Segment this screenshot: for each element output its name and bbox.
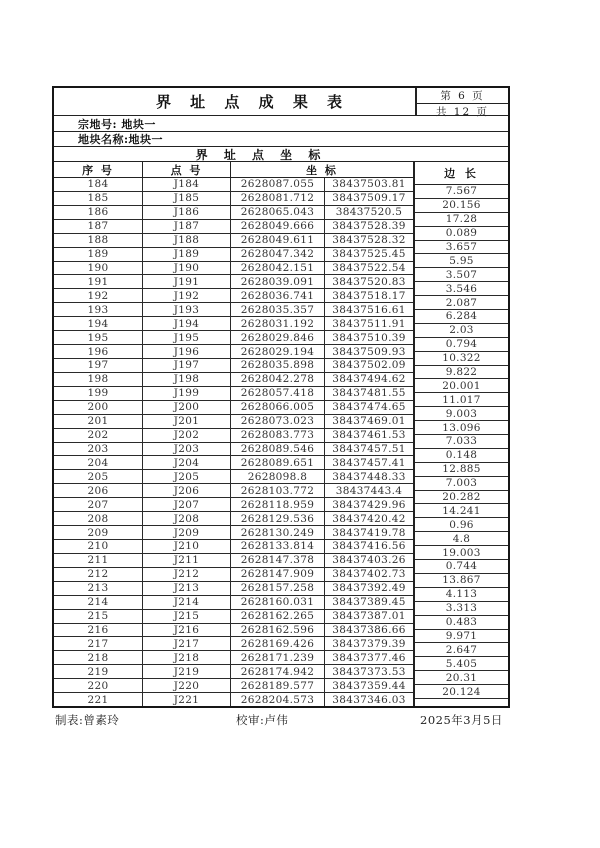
cell-seq: 208	[54, 512, 143, 525]
cell-coord-y: 38437416.56	[332, 540, 406, 553]
cell-coord-x: 2628089.546	[231, 443, 325, 456]
edge-length-cell: 2.647	[415, 643, 508, 657]
cell-coord-y: 38437494.62	[332, 373, 406, 386]
cell-seq: 212	[54, 568, 143, 581]
cell-coord-x: 2628174.942	[231, 665, 325, 678]
cell-seq: 194	[54, 317, 143, 330]
cell-seq: 205	[54, 470, 143, 483]
table-row	[54, 665, 413, 679]
edge-length-empty-cell	[415, 699, 508, 706]
edge-length-cell: 20.124	[415, 685, 508, 699]
table-row	[54, 248, 413, 262]
cell-coord-x: 2628157.258	[231, 582, 325, 595]
column-header-row	[54, 162, 413, 178]
cell-point: J205	[143, 470, 231, 483]
cell-seq: 188	[54, 234, 143, 247]
edge-length-cell: 9.971	[415, 630, 508, 644]
table-row	[54, 679, 413, 693]
table-row	[54, 526, 413, 540]
edge-length-cell: 20.001	[415, 379, 508, 393]
col-header-edge: 边 长	[415, 162, 508, 185]
parcel-name-label: 地块名称:地块一	[78, 133, 164, 146]
cell-coord-y: 38437403.26	[332, 554, 406, 567]
edge-length-cell: 17.28	[415, 213, 508, 227]
cell-point: J216	[143, 624, 231, 637]
cell-seq: 185	[54, 192, 143, 205]
edge-length-cell: 7.567	[415, 185, 508, 199]
cell-coord-y: 38437420.42	[332, 512, 406, 525]
cell-point: J204	[143, 456, 231, 469]
cell-coord-x: 2628081.712	[231, 192, 325, 205]
cell-coord-y: 38437509.17	[332, 192, 406, 205]
cell-coord-y: 38437402.73	[332, 568, 406, 581]
table-row	[54, 540, 413, 554]
cell-coord-x: 2628031.192	[231, 317, 325, 330]
edge-length-cell: 2.03	[415, 324, 508, 338]
cell-seq: 209	[54, 526, 143, 539]
cell-point: J219	[143, 665, 231, 678]
table-row	[54, 693, 413, 706]
coordinate-columns	[54, 162, 415, 706]
edge-length-cell: 6.284	[415, 310, 508, 324]
cell-seq: 215	[54, 610, 143, 623]
table-row	[54, 178, 413, 192]
cell-coord-x: 2628103.772	[231, 484, 325, 497]
edge-length-cell: 7.033	[415, 435, 508, 449]
cell-coord-x: 2628171.239	[231, 651, 325, 664]
cell-coord-y: 38437511.91	[332, 317, 406, 330]
cell-seq: 202	[54, 429, 143, 442]
edge-length-cell: 10.322	[415, 352, 508, 366]
cell-coord-x: 2628147.378	[231, 554, 325, 567]
table-row	[54, 373, 413, 387]
cell-seq: 216	[54, 624, 143, 637]
edge-length-cell: 9.822	[415, 366, 508, 380]
page-number-current: 第 6 页	[417, 88, 508, 104]
edge-length-cell: 2.087	[415, 296, 508, 310]
table-row	[54, 206, 413, 220]
cell-coord-y: 38437448.33	[332, 470, 406, 483]
edge-length-cell: 0.089	[415, 227, 508, 241]
cell-coord-x: 2628129.536	[231, 512, 325, 525]
cell-coord-x: 2628029.846	[231, 331, 325, 344]
cell-coord-y: 38437520.83	[332, 275, 406, 288]
cell-point: J190	[143, 262, 231, 275]
cell-point: J220	[143, 679, 231, 692]
cell-coord-y: 38437510.39	[332, 331, 406, 344]
cell-seq: 184	[54, 178, 143, 191]
table-row	[54, 317, 413, 331]
cell-seq: 221	[54, 693, 143, 706]
cell-coord-y: 38437386.66	[332, 623, 406, 636]
edge-length-cell: 7.003	[415, 477, 508, 491]
cell-point: J200	[143, 401, 231, 414]
cell-seq: 219	[54, 665, 143, 678]
table-row	[54, 303, 413, 317]
cell-seq: 210	[54, 540, 143, 553]
cell-point: J194	[143, 317, 231, 330]
cell-coord-x: 2628162.265	[231, 610, 325, 623]
cell-coord-x: 2628065.043	[231, 206, 325, 219]
cell-coord-x: 2628057.418	[231, 387, 325, 400]
edge-length-cell: 3.507	[415, 268, 508, 282]
col-header-coord: 坐 标	[306, 163, 338, 177]
cell-point: J206	[143, 484, 231, 497]
table-row	[54, 456, 413, 470]
cell-coord-x: 2628042.278	[231, 373, 325, 386]
table-row	[54, 234, 413, 248]
table-row	[54, 401, 413, 415]
cell-coord-y: 38437359.44	[332, 679, 406, 692]
page-title: 界 址 点 成 果 表	[155, 93, 350, 111]
edge-length-cell: 9.003	[415, 407, 508, 421]
cell-point: J209	[143, 526, 231, 539]
edge-length-cell: 5.95	[415, 254, 508, 268]
cell-seq: 195	[54, 331, 143, 344]
edge-length-cell: 3.313	[415, 602, 508, 616]
edge-length-cell: 0.96	[415, 518, 508, 532]
table-row	[54, 443, 413, 457]
cell-point: J197	[143, 359, 231, 372]
edge-length-cell: 20.156	[415, 199, 508, 213]
table-row	[54, 624, 413, 638]
cell-point: J185	[143, 192, 231, 205]
edge-length-cell: 11.017	[415, 393, 508, 407]
cell-coord-y: 38437516.61	[332, 303, 406, 316]
footer	[0, 712, 600, 728]
cell-point: J202	[143, 429, 231, 442]
cell-coord-y: 38437518.17	[332, 289, 406, 302]
cell-seq: 214	[54, 596, 143, 609]
cell-point: J221	[143, 693, 231, 706]
cell-seq: 218	[54, 651, 143, 664]
cell-coord-y: 38437509.93	[332, 345, 406, 358]
title-row	[54, 88, 508, 116]
table-row	[54, 568, 413, 582]
cell-coord-y: 38437474.65	[332, 401, 406, 414]
cell-coord-y: 38437503.81	[332, 178, 406, 191]
cell-point: J195	[143, 331, 231, 344]
cell-coord-y: 38437387.01	[332, 610, 406, 623]
cell-coord-y: 38437392.49	[332, 582, 406, 595]
cell-seq: 190	[54, 262, 143, 275]
cell-seq: 189	[54, 248, 143, 261]
edge-length-cell: 13.096	[415, 421, 508, 435]
cell-point: J191	[143, 275, 231, 288]
cell-coord-x: 2628035.898	[231, 359, 325, 372]
cell-coord-y: 38437443.4	[335, 484, 403, 497]
cell-seq: 192	[54, 289, 143, 302]
cell-coord-x: 2628039.091	[231, 275, 325, 288]
cell-seq: 204	[54, 456, 143, 469]
table-row	[54, 345, 413, 359]
edge-length-cell: 19.003	[415, 546, 508, 560]
cell-point: J193	[143, 303, 231, 316]
cell-coord-x: 2628035.357	[231, 303, 325, 316]
table-row	[54, 262, 413, 276]
page-number-box	[415, 88, 508, 118]
cell-coord-x: 2628133.814	[231, 540, 325, 553]
cell-seq: 187	[54, 220, 143, 233]
col-header-point: 点 号	[143, 162, 231, 177]
cell-point: J196	[143, 345, 231, 358]
cell-seq: 186	[54, 206, 143, 219]
cell-seq: 211	[54, 554, 143, 567]
edge-length-cell: 0.148	[415, 449, 508, 463]
cell-coord-x: 2628087.055	[231, 178, 325, 191]
edge-length-cell: 0.483	[415, 616, 508, 630]
cell-point: J199	[143, 387, 231, 400]
cell-seq: 199	[54, 387, 143, 400]
edge-length-cell: 0.794	[415, 338, 508, 352]
col-header-seq: 序 号	[54, 162, 143, 177]
cell-coord-x: 2628073.023	[231, 415, 325, 428]
cell-coord-y: 38437502.09	[332, 359, 406, 372]
cell-point: J186	[143, 206, 231, 219]
table-row	[54, 415, 413, 429]
cell-point: J213	[143, 582, 231, 595]
cell-coord-y: 38437525.45	[332, 248, 406, 261]
parcel-number-label: 宗地号: 地块一	[78, 117, 156, 131]
cell-point: J187	[143, 220, 231, 233]
cell-point: J218	[143, 651, 231, 664]
table-row	[54, 554, 413, 568]
cell-point: J207	[143, 498, 231, 511]
edge-length-cell: 20.31	[415, 671, 508, 685]
table-body	[54, 162, 508, 706]
cell-coord-x: 2628066.005	[231, 401, 325, 414]
cell-seq: 191	[54, 275, 143, 288]
footer-date: 2025年3月5日	[420, 713, 503, 727]
cell-point: J192	[143, 289, 231, 302]
cell-coord-y: 38437457.41	[332, 456, 406, 469]
cell-coord-x: 2628083.773	[231, 429, 325, 442]
edge-length-cell: 0.744	[415, 560, 508, 574]
cell-coord-y: 38437528.32	[332, 234, 406, 247]
cell-coord-x: 2628204.573	[231, 693, 325, 706]
cell-seq: 193	[54, 303, 143, 316]
cell-coord-y: 38437461.53	[332, 429, 406, 442]
edge-length-cell: 3.657	[415, 241, 508, 255]
parcel-number-row	[54, 116, 508, 132]
boundary-point-result-table	[52, 86, 510, 708]
cell-coord-x: 2628169.426	[231, 637, 325, 650]
cell-coord-x: 2628160.031	[231, 596, 325, 609]
table-row	[54, 651, 413, 665]
edge-length-cell: 12.885	[415, 463, 508, 477]
table-row	[54, 498, 413, 512]
cell-coord-y: 38437520.5	[335, 206, 403, 219]
table-row	[54, 610, 413, 624]
cell-seq: 196	[54, 345, 143, 358]
cell-point: J188	[143, 234, 231, 247]
cell-point: J198	[143, 373, 231, 386]
cell-point: J212	[143, 568, 231, 581]
table-row	[54, 484, 413, 498]
edge-length-cell: 13.867	[415, 574, 508, 588]
cell-coord-x: 2628029.194	[231, 345, 325, 358]
edge-length-cell: 5.405	[415, 657, 508, 671]
table-row	[54, 192, 413, 206]
table-row	[54, 220, 413, 234]
cell-seq: 206	[54, 484, 143, 497]
cell-coord-x: 2628098.8	[231, 470, 325, 483]
table-row	[54, 470, 413, 484]
edge-length-cell: 14.241	[415, 504, 508, 518]
cell-coord-x: 2628047.342	[231, 248, 325, 261]
table-row	[54, 596, 413, 610]
cell-coord-x: 2628089.651	[231, 456, 325, 469]
cell-seq: 201	[54, 415, 143, 428]
cell-coord-y: 38437379.39	[332, 637, 406, 650]
cell-point: J210	[143, 540, 231, 553]
table-row	[54, 275, 413, 289]
cell-coord-y: 38437377.46	[332, 651, 406, 664]
cell-coord-y: 38437528.39	[332, 220, 406, 233]
cell-coord-y: 38437419.78	[332, 526, 406, 539]
cell-coord-y: 38437469.01	[332, 415, 406, 428]
cell-coord-x: 2628147.909	[231, 568, 325, 581]
table-row	[54, 637, 413, 651]
cell-point: J189	[143, 248, 231, 261]
section-title: 界 址 点 坐 标	[54, 147, 508, 162]
cell-seq: 203	[54, 443, 143, 456]
page-number-total: 共 12 页	[435, 106, 490, 118]
cell-coord-x: 2628130.249	[231, 526, 325, 539]
table-row	[54, 387, 413, 401]
cell-point: J217	[143, 637, 231, 650]
table-row	[54, 359, 413, 373]
cell-seq: 217	[54, 637, 143, 650]
cell-seq: 220	[54, 679, 143, 692]
cell-coord-x: 2628162.596	[231, 624, 325, 637]
cell-seq: 200	[54, 401, 143, 414]
edge-length-cell: 4.8	[415, 532, 508, 546]
cell-coord-y: 38437346.03	[332, 693, 406, 706]
cell-coord-y: 38437429.96	[332, 498, 406, 511]
cell-coord-y: 38437522.54	[332, 261, 406, 274]
cell-coord-y: 38437457.51	[332, 442, 406, 455]
cell-coord-x: 2628049.666	[231, 220, 325, 233]
cell-coord-x: 2628049.611	[231, 234, 325, 247]
cell-point: J215	[143, 610, 231, 623]
edge-length-cell: 3.546	[415, 282, 508, 296]
cell-seq: 197	[54, 359, 143, 372]
cell-point: J211	[143, 554, 231, 567]
cell-coord-x: 2628042.151	[231, 262, 325, 275]
cell-seq: 213	[54, 582, 143, 595]
cell-point: J214	[143, 596, 231, 609]
cell-point: J203	[143, 443, 231, 456]
cell-coord-y: 38437373.53	[332, 665, 406, 678]
cell-coord-x: 2628189.577	[231, 679, 325, 692]
table-row	[54, 429, 413, 443]
table-row	[54, 289, 413, 303]
cell-point: J201	[143, 415, 231, 428]
edge-length-cell: 20.282	[415, 491, 508, 505]
cell-coord-x: 2628118.959	[231, 498, 325, 511]
edge-length-cell: 4.113	[415, 588, 508, 602]
cell-point: J184	[143, 178, 231, 191]
cell-seq: 198	[54, 373, 143, 386]
edge-length-column	[415, 162, 508, 706]
table-row	[54, 582, 413, 596]
table-row	[54, 331, 413, 345]
footer-maker: 制表:曾素玲	[55, 713, 120, 727]
cell-point: J208	[143, 512, 231, 525]
cell-coord-x: 2628036.741	[231, 289, 325, 302]
cell-coord-y: 38437481.55	[332, 387, 406, 400]
table-row	[54, 512, 413, 526]
cell-seq: 207	[54, 498, 143, 511]
footer-checker: 校审:卢伟	[236, 713, 289, 727]
cell-coord-y: 38437389.45	[332, 596, 406, 609]
